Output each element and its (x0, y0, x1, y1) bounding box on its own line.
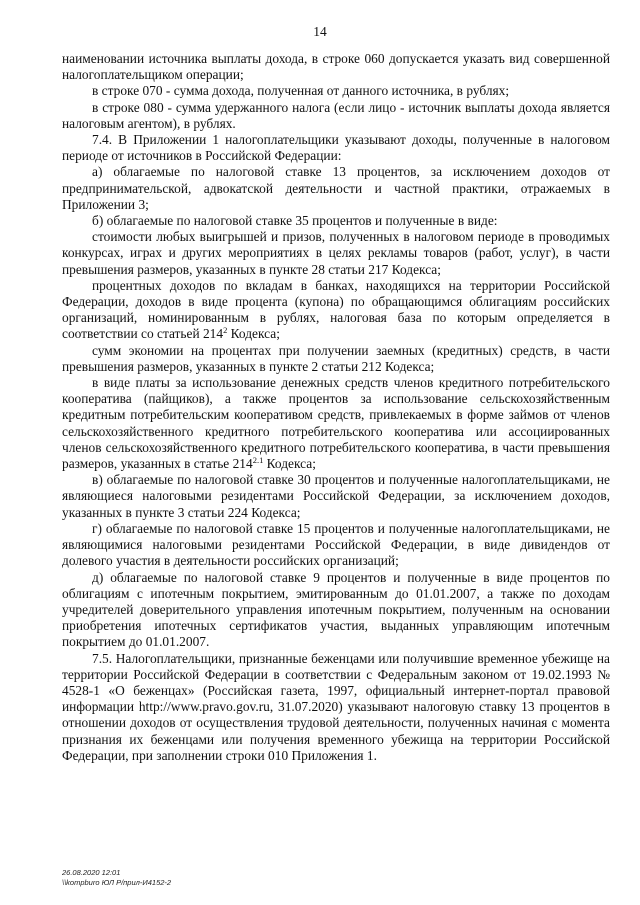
paragraph-7-4-d: д) облагаемые по налоговой ставке 9 процентов и полученные в виде процентов по облигациям с ипотечным покрытием, эмитированным до 01.01.2007, а также по доходам учредителей доверительного управления ипотечным покрытием, полученным на основании приобретения ипотечных сертификатов участия, выданных управляющим ипотечным покрытием до 01.01.2007. (62, 569, 610, 650)
paragraph-cooperative-text: в виде платы за использование денежных средств членов кредитного потребительского кооператива (пайщиков), а также процентов за использование сельскохозяйственным кредитным потребительским кооперативом средств, привлекаемых в форме займов от членов сельскохозяйственного кредитного потребительского кооператива или ассоциированных членов сельскохозяйственного кредитного потребительского кооператива, в части превышения размеров, указанных в статье 214 (62, 375, 610, 472)
article-superscript: 2 (223, 325, 228, 336)
paragraph-deposit-interest-tail: Кодекса; (227, 326, 280, 342)
paragraph-7-4-v: в) облагаемые по налоговой ставке 30 процентов и полученные налогоплательщиками, не являющиеся налоговыми резидентами Российской Федерации, за исключением доходов, указанных в пункте 3 статьи 224 Кодекса; (62, 472, 610, 520)
paragraph-interest-savings: сумм экономии на процентах при получении заемных (кредитных) средств, в части превышения размеров, указанных в пункте 2 статьи 212 Кодекса; (62, 342, 610, 374)
paragraph-line-080: в строке 080 - сумма удержанного налога (если лицо - источник выплаты дохода является налоговым агентом), в рублях. (62, 99, 610, 131)
page-number: 14 (313, 24, 327, 39)
paragraph-7-4-b: б) облагаемые по налоговой ставке 35 процентов и полученные в виде: (92, 213, 498, 229)
document-footer (62, 868, 171, 888)
paragraph-prizes: стоимости любых выигрышей и призов, полученных в налоговом периоде в проводимых конкурсах, играх и других мероприятиях в целях рекламы товаров (работ, услуг), в части превышения размеров, указанных в пункте 28 статьи 217 Кодекса; (62, 229, 610, 277)
paragraph-cooperative-tail: Кодекса; (263, 456, 316, 472)
paragraph-deposit-interest (62, 278, 610, 343)
paragraph-source-name: наименовании источника выплаты дохода, в строке 060 допускается указать вид совершенной налогоплательщиком операции; (62, 51, 610, 83)
footer-file-path: \\kompburo ЮЛ Р/прил-И4152-2 (62, 878, 172, 887)
paragraph-7-5: 7.5. Налогоплательщики, признанные беженцами или получившие временное убежище на территории Российской Федерации в соответствии с Федеральным законом от 19.02.1993 № 4528-1 «О беженцах» (Российская газета, 1997, официальный интернет-портал правовой информации http://www.pravo.gov.ru, 31.07.2020) указывают налоговую ставку 13 процентов в отношении доходов от осуществления трудовой деятельности, полученных начиная с момента признания их беженцами или получения временного убежища на территории Российской Федерации, при заполнении строки 010 Приложения 1. (62, 650, 610, 763)
paragraph-7-4-a: а) облагаемые по налоговой ставке 13 процентов, за исключением доходов от предпринимательской, адвокатской деятельности и частной практики, отражаемых в Приложении 3; (62, 164, 610, 212)
paragraph-7-4: 7.4. В Приложении 1 налогоплательщики указывают доходы, полученные в налоговом периоде от источников в Российской Федерации: (62, 132, 610, 164)
paragraph-line-070: в строке 070 - сумма дохода, полученная от данного источника, в рублях; (92, 83, 510, 99)
document-body (62, 51, 610, 764)
footer-timestamp: 26.08.2020 12:01 (62, 868, 121, 877)
paragraph-cooperative (62, 375, 610, 472)
paragraph-7-4-g: г) облагаемые по налоговой ставке 15 процентов и полученные налогоплательщиками, не являющимися налоговыми резидентами Российской Федерации, в виде дивидендов от долевого участия в деятельности российских организаций; (62, 520, 610, 569)
paragraph-deposit-interest-text: процентных доходов по вкладам в банках, находящихся на территории Российской Федерации, доходов в виде процента (купона) по обращающимся облигациям российских организаций, номинированным в рублях, налоговая база по которым определяется в соответствии со статьей 214 (62, 277, 610, 342)
article-superscript: 2.1 (252, 455, 264, 466)
